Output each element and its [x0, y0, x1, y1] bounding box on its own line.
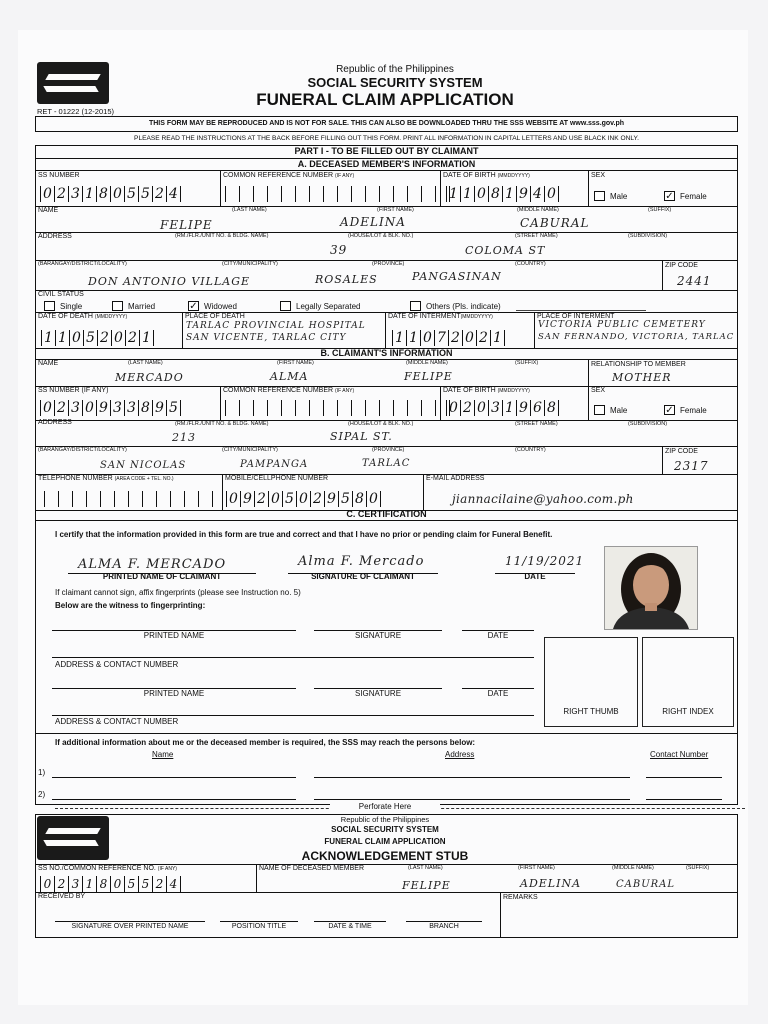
digit-cell: 4: [167, 876, 181, 892]
digit-cell: 3: [69, 400, 83, 416]
claimant-ss-label: SS NUMBER (IF ANY): [38, 387, 109, 394]
stub-ss-number[interactable]: [40, 876, 181, 892]
stub-form-name: FUNERAL CLAIM APPLICATION: [324, 837, 446, 846]
printed-name-claimant[interactable]: ALMA F. MERCADO: [78, 557, 227, 572]
claimant-crn[interactable]: [225, 400, 450, 416]
claimant-photo: [604, 546, 698, 630]
claimant-street-label: (STREET NAME): [515, 421, 558, 427]
date-time-label: DATE & TIME: [328, 923, 372, 930]
widowed-checkbox[interactable]: ✓: [189, 301, 198, 312]
claimant-male-checkbox[interactable]: [594, 405, 605, 415]
relationship-label: RELATIONSHIP TO MEMBER: [591, 361, 686, 368]
digit-cell: 0: [70, 330, 84, 346]
digit-cell: 1: [392, 330, 407, 346]
email-label: E-MAIL ADDRESS: [426, 475, 485, 482]
digit-cell: 4: [167, 186, 181, 202]
stub-deceased-first[interactable]: ADELINA: [520, 877, 582, 890]
stub-middle-name-label: (MIDDLE NAME): [612, 865, 654, 871]
claimant-house-lot[interactable]: 213: [172, 431, 196, 444]
middle-name-label: (MIDDLE NAME): [517, 207, 559, 213]
digit-cell: 0: [475, 400, 489, 416]
witness2-date-label: DATE: [487, 689, 509, 698]
agency-text: SOCIAL SECURITY SYSTEM: [307, 75, 483, 90]
digit-cell: 0: [83, 400, 97, 416]
digit-cell: 3: [111, 400, 125, 416]
last-name-label: (LAST NAME): [232, 207, 267, 213]
deceased-female-checkbox[interactable]: ✓: [665, 191, 674, 202]
claimant-first-name-label: (FIRST NAME): [277, 360, 314, 366]
digit-cell: 0: [297, 491, 311, 507]
claimant-city[interactable]: PAMPANGA: [240, 459, 309, 470]
deceased-ss-number[interactable]: [40, 186, 181, 202]
deceased-male-checkbox[interactable]: [594, 191, 605, 201]
digit-cell: 1: [56, 330, 70, 346]
deceased-barangay[interactable]: DON ANTONIO VILLAGE: [88, 275, 251, 288]
digit-cell: 0: [446, 400, 461, 416]
date-claimant-label: DATE: [524, 572, 546, 581]
deceased-province[interactable]: PANGASINAN: [412, 270, 502, 283]
ss-number-label: SS NUMBER: [38, 172, 80, 179]
rm-flr-label: (RM./FLR./UNIT NO. & BLDG. NAME): [175, 233, 269, 239]
digit-cell: 2: [55, 186, 69, 202]
digit-cell: 9: [153, 400, 167, 416]
dod-label: DATE OF DEATH (MMDDYYYY): [38, 313, 128, 320]
male-label: Male: [610, 192, 628, 201]
first-name-label: (FIRST NAME): [377, 207, 414, 213]
claimant-barangay-label: (BARANGAY/DISTRICT/LOCALITY): [38, 447, 127, 453]
digit-cell: 1: [446, 186, 461, 202]
witness2-signature-label: SIGNATURE: [354, 689, 402, 698]
digit-cell: 2: [55, 400, 69, 416]
contact-name-header: Name: [152, 750, 174, 759]
deceased-zip[interactable]: 2441: [677, 274, 712, 288]
digit-cell: 0: [40, 876, 55, 892]
contact-number-header: Contact Number: [650, 750, 709, 759]
claimant-city-label: (CITY/MUNICIPALITY): [222, 447, 278, 453]
certification-statement: I certify that the information provided in this form are true and correct and that I have no prior or pending claim for Funeral Benefit.: [55, 530, 553, 539]
single-label: Single: [60, 302, 83, 311]
digit-cell: 2: [255, 491, 269, 507]
deceased-doi[interactable]: [392, 330, 505, 346]
digit-cell: 2: [311, 491, 325, 507]
digit-cell: 7: [435, 330, 449, 346]
claimant-female-checkbox[interactable]: ✓: [665, 405, 674, 416]
claimant-province[interactable]: TARLAC: [362, 458, 411, 469]
digit-cell: 0: [475, 186, 489, 202]
contact-row1-index: 1): [38, 768, 46, 777]
digit-cell: 0: [545, 186, 559, 202]
digit-cell: 1: [491, 330, 505, 346]
digit-cell: 2: [98, 330, 112, 346]
republic-text: Republic of the Philippines: [336, 64, 454, 75]
perforate-label: Perforate Here: [330, 802, 440, 811]
digit-cell: 0: [226, 491, 241, 507]
stub-suffix-label: (SUFFIX): [686, 865, 710, 871]
digit-cell: 8: [97, 876, 111, 892]
digit-cell: 8: [139, 400, 153, 416]
stub-deceased-last[interactable]: FELIPE: [402, 879, 451, 892]
digit-cell: 3: [489, 400, 503, 416]
digit-cell: 2: [461, 400, 475, 416]
fingerprint-note: If claimant cannot sign, affix fingerprints (please see Instruction no. 5): [55, 588, 301, 597]
place-of-interment-line1[interactable]: VICTORIA PUBLIC CEMETERY: [538, 320, 706, 330]
others-label: Others (Pls. indicate): [426, 302, 501, 311]
right-index-label: RIGHT INDEX: [662, 707, 714, 716]
claimant-middle-name[interactable]: FELIPE: [404, 370, 453, 383]
claimant-crn-label: COMMON REFERENCE NUMBER (IF ANY): [223, 387, 355, 394]
deceased-middle-name[interactable]: CABURAL: [520, 216, 590, 230]
digit-cell: 8: [353, 491, 367, 507]
digit-cell: 0: [463, 330, 477, 346]
claimant-suffix-label: (SUFFIX): [515, 360, 539, 366]
stub-deceased-middle[interactable]: CABURAL: [616, 879, 676, 890]
city-label: (CITY/MUNICIPALITY): [222, 261, 278, 267]
digit-cell: 0: [269, 491, 283, 507]
claimant-subdivision-label: (SUBDIVISION): [628, 421, 668, 427]
section-a-title: A. DECEASED MEMBER'S INFORMATION: [297, 159, 476, 169]
mobile-number[interactable]: [226, 491, 381, 507]
notice-box: [35, 116, 738, 132]
digit-cell: 2: [55, 876, 69, 892]
stub-last-name-label: (LAST NAME): [408, 865, 443, 871]
digit-cell: 1: [83, 876, 97, 892]
claimant-dob[interactable]: [446, 400, 559, 416]
digit-cell: 0: [112, 330, 126, 346]
claimant-address-label: ADDRESS: [38, 419, 72, 426]
contact-address-header: Address: [445, 750, 475, 759]
digit-cell: 3: [69, 876, 83, 892]
digit-cell: 8: [489, 186, 503, 202]
deceased-city[interactable]: ROSALES: [315, 273, 378, 286]
crn-label: COMMON REFERENCE NUMBER (IF ANY): [223, 172, 355, 179]
date-claimant[interactable]: 11/19/2021: [505, 554, 585, 568]
form-title: FUNERAL CLAIM APPLICATION: [256, 90, 514, 109]
digit-cell: 9: [325, 491, 339, 507]
digit-cell: 5: [283, 491, 297, 507]
notice-reproduce: THIS FORM MAY BE REPRODUCED AND IS NOT FOR SALE. THIS CAN ALSO BE DOWNLOADED THRU THE SSS WEBSITE AT www.sss.gov.ph: [148, 120, 625, 127]
digit-cell: 9: [97, 400, 111, 416]
stub-republic: Republic of the Philippines: [340, 815, 430, 824]
claimant-name-label: NAME: [38, 360, 59, 367]
dob-label: DATE OF BIRTH (MMDDYYYY): [443, 172, 530, 179]
additional-info-text: If additional information about me or the deceased member is required, the SSS may reach the persons below:: [55, 738, 476, 747]
witness1-address-label: ADDRESS & CONTACT NUMBER: [55, 660, 179, 669]
digit-cell: 5: [167, 400, 181, 416]
form-code: RET - 01222 (12-2015): [37, 107, 114, 116]
claimant-relationship[interactable]: MOTHER: [612, 371, 672, 384]
contact-row2-index: 2): [38, 790, 46, 799]
digit-cell: 2: [449, 330, 463, 346]
civil-status-label: CIVIL STATUS: [38, 291, 84, 298]
witness1-signature-label: SIGNATURE: [354, 631, 402, 640]
barangay-label: (BARANGAY/DISTRICT/LOCALITY): [38, 261, 127, 267]
branch-label: BRANCH: [429, 923, 459, 930]
part1-title: PART I - TO BE FILLED OUT BY CLAIMANT: [294, 146, 479, 156]
claimant-dob-label: DATE OF BIRTH (MMDDYYYY): [443, 387, 530, 394]
claimant-male-label: Male: [610, 406, 628, 415]
subdivision-label: (SUBDIVISION): [628, 233, 668, 239]
claimant-province-label: (PROVINCE): [372, 447, 405, 453]
stub-sss-logo: [37, 816, 109, 860]
sss-logo: [37, 62, 109, 104]
mobile-label: MOBILE/CELLPHONE NUMBER: [225, 475, 329, 482]
digit-cell: 9: [517, 400, 531, 416]
telephone-number[interactable]: [44, 491, 227, 507]
legally-separated-checkbox[interactable]: [280, 301, 291, 311]
digit-cell: 5: [339, 491, 353, 507]
suffix-label: (SUFFIX): [648, 207, 672, 213]
signature-claimant[interactable]: Alma F. Mercado: [298, 554, 425, 569]
digit-cell: 3: [125, 400, 139, 416]
right-thumb-label: RIGHT THUMB: [563, 707, 619, 716]
digit-cell: 5: [84, 330, 98, 346]
digit-cell: 5: [139, 186, 153, 202]
digit-cell: 1: [140, 330, 154, 346]
digit-cell: 9: [241, 491, 255, 507]
female-label: Female: [680, 192, 707, 201]
sig-over-name-label: SIGNATURE OVER PRINTED NAME: [71, 923, 189, 930]
witness2-address-label: ADDRESS & CONTACT NUMBER: [55, 717, 179, 726]
digit-cell: 1: [503, 400, 517, 416]
stub-ss-label: SS NO./COMMON REFERENCE NO. (IF ANY): [38, 865, 177, 872]
deceased-dod[interactable]: [41, 330, 154, 346]
claimant-ss-number[interactable]: [40, 400, 181, 416]
place-of-death-line1[interactable]: TARLAC PROVINCIAL HOSPITAL: [186, 321, 366, 331]
claimant-last-name[interactable]: MERCADO: [115, 371, 184, 384]
stub-first-name-label: (FIRST NAME): [518, 865, 555, 871]
deceased-first-name[interactable]: ADELINA: [340, 215, 406, 229]
printed-name-claimant-label: PRINTED NAME OF CLAIMANT: [102, 572, 222, 581]
digit-cell: 5: [125, 186, 139, 202]
digit-cell: 5: [125, 876, 139, 892]
signature-claimant-label: SIGNATURE OF CLAIMANT: [311, 572, 415, 581]
country-label: (COUNTRY): [515, 261, 546, 267]
digit-cell: 8: [545, 400, 559, 416]
section-c-title: C. CERTIFICATION: [346, 509, 427, 519]
claimant-sex-label: SEX: [591, 387, 606, 394]
digit-cell: 2: [153, 186, 167, 202]
deceased-dob[interactable]: [446, 186, 559, 202]
digit-cell: 0: [40, 186, 55, 202]
digit-cell: 0: [111, 876, 125, 892]
claimant-first-name[interactable]: ALMA: [270, 370, 309, 383]
notice-instructions: PLEASE READ THE INSTRUCTIONS AT THE BACK BEFORE FILLING OUT THIS FORM. PRINT ALL INFORMATION IN CAPITAL LETTERS AND USE BLACK INK ONLY.: [134, 135, 639, 142]
province-label: (PROVINCE): [372, 261, 405, 267]
digit-cell: 1: [461, 186, 475, 202]
address-label: ADDRESS: [38, 233, 72, 240]
place-of-interment-line2[interactable]: SAN FERNANDO, VICTORIA, TARLAC: [538, 332, 735, 342]
claimant-country-label: (COUNTRY): [515, 447, 546, 453]
place-of-death-label: PLACE OF DEATH: [185, 313, 245, 320]
digit-cell: 2: [126, 330, 140, 346]
street-label: (STREET NAME): [515, 233, 558, 239]
section-b-title: B. CLAIMANT'S INFORMATION: [320, 348, 453, 358]
digit-cell: 0: [421, 330, 435, 346]
digit-cell: 9: [517, 186, 531, 202]
right-thumb-box[interactable]: [544, 637, 638, 727]
witness1-printed-name-label: PRINTED NAME: [143, 631, 205, 640]
stub-agency: SOCIAL SECURITY SYSTEM: [331, 825, 439, 834]
received-by-label: RECEIVED BY: [38, 893, 86, 900]
married-label: Married: [128, 302, 156, 311]
digit-cell: 1: [407, 330, 421, 346]
claimant-street[interactable]: SIPAL ST.: [330, 430, 393, 443]
digit-cell: 0: [111, 186, 125, 202]
digit-cell: 0: [40, 400, 55, 416]
remarks-label: REMARKS: [503, 894, 538, 901]
digit-cell: 5: [139, 876, 153, 892]
deceased-last-name[interactable]: FELIPE: [160, 218, 213, 232]
witness2-printed-name-label: PRINTED NAME: [143, 689, 205, 698]
claimant-female-label: Female: [680, 406, 707, 415]
telephone-label: TELEPHONE NUMBER (AREA CODE + TEL. NO.): [38, 475, 174, 482]
position-title-label: POSITION TITLE: [231, 923, 287, 930]
witness1-date-label: DATE: [487, 631, 509, 640]
claimant-email[interactable]: jiannacilaine@yahoo.com.ph: [452, 492, 634, 506]
digit-cell: 4: [531, 186, 545, 202]
digit-cell: 0: [367, 491, 381, 507]
digit-cell: 1: [41, 330, 56, 346]
right-index-box[interactable]: [642, 637, 734, 727]
claimant-last-name-label: (LAST NAME): [128, 360, 163, 366]
claimant-house-lot-label: (HOUSE/LOT & BLK. NO.): [348, 421, 414, 427]
legally-separated-label: Legally Separated: [296, 302, 361, 311]
house-lot-label: (HOUSE/LOT & BLK. NO.): [348, 233, 414, 239]
digit-cell: 2: [477, 330, 491, 346]
single-checkbox[interactable]: [44, 301, 55, 311]
digit-cell: 6: [531, 400, 545, 416]
claimant-zip-label: ZIP CODE: [665, 448, 698, 455]
claimant-zip[interactable]: 2317: [674, 459, 709, 473]
stub-deceased-label: NAME OF DECEASED MEMBER: [259, 865, 365, 872]
others-checkbox[interactable]: [410, 301, 421, 311]
place-of-interment-label: PLACE OF INTERMENT: [537, 313, 615, 320]
claimant-barangay[interactable]: SAN NICOLAS: [100, 460, 187, 471]
zip-label: ZIP CODE: [665, 262, 698, 269]
doi-label: DATE OF INTERMENT(MMDDYYYY): [388, 313, 493, 320]
place-of-death-line2[interactable]: SAN VICENTE, TARLAC CITY: [186, 333, 347, 343]
deceased-street[interactable]: COLOMA ST: [465, 244, 546, 257]
claimant-rm-flr-label: (RM./FLR./UNIT NO. & BLDG. NAME): [175, 421, 269, 427]
digit-cell: 1: [503, 186, 517, 202]
deceased-crn[interactable]: [225, 186, 450, 202]
claimant-middle-name-label: (MIDDLE NAME): [406, 360, 448, 366]
stub-title: ACKNOWLEDGEMENT STUB: [301, 849, 469, 863]
married-checkbox[interactable]: [112, 301, 123, 311]
deceased-house-lot[interactable]: 39: [330, 243, 348, 257]
digit-cell: 2: [153, 876, 167, 892]
digit-cell: 8: [97, 186, 111, 202]
digit-cell: 3: [69, 186, 83, 202]
widowed-label: Widowed: [204, 302, 237, 311]
name-label: NAME: [38, 207, 59, 214]
digit-cell: 1: [83, 186, 97, 202]
sex-label: SEX: [591, 172, 606, 179]
witness-label: Below are the witness to fingerprinting:: [55, 601, 206, 610]
